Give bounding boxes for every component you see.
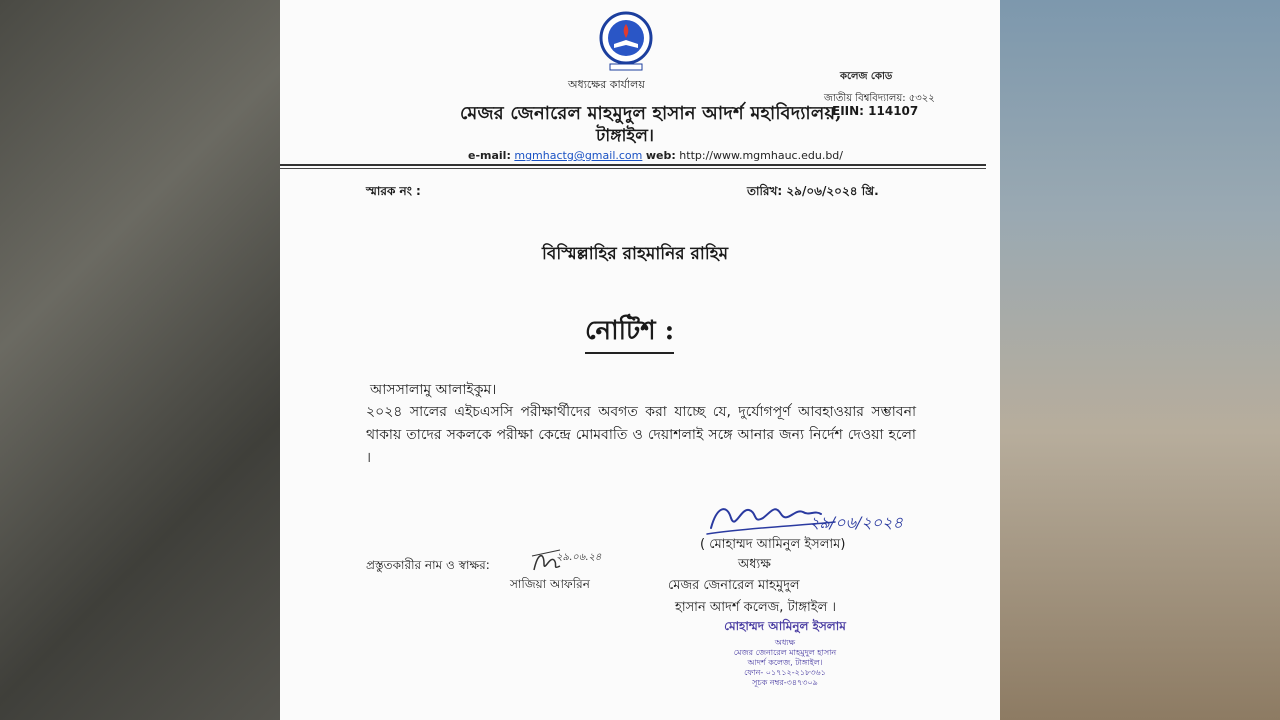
stamp-title: অধ্যক্ষ — [774, 638, 796, 647]
stamp-institution-2: আদর্শ কলেজ, টাঙ্গাইল। — [747, 658, 823, 667]
office-label: অধ্যক্ষের কার্যালয় — [568, 78, 645, 91]
stamp-institution-1: মেজর জেনারেল মাহমুদুল হাসান — [733, 648, 837, 657]
memo-number: স্মারক নং : — [366, 184, 421, 198]
header-divider — [280, 164, 986, 166]
greeting: আসসালামু আলাইকুম। — [370, 382, 497, 398]
stamp-phone: ফোন- ০১৭১২-২১৮৩৬১ — [744, 668, 826, 677]
notice-title: নোটিশ : — [585, 313, 674, 354]
principal-signature — [705, 488, 905, 538]
email-label: e-mail: — [468, 149, 511, 162]
notice-date: তারিখ: ২৯/০৬/২০২৪ খ্রি. — [747, 184, 879, 198]
signature-date: ২৯/০৬/২০২৪ — [809, 513, 903, 532]
college-logo-icon — [600, 10, 652, 72]
college-code-label: কলেজ কোড — [840, 71, 893, 82]
email-link[interactable]: mgmhactg@gmail.com — [514, 149, 643, 162]
preparer-label: প্রস্তুতকারীর নাম ও স্বাক্ষর: — [366, 558, 490, 572]
web-link[interactable]: http://www.mgmhauc.edu.bd/ — [679, 149, 843, 162]
principal-name: ( মোহাম্মদ আমিনুল ইসলাম) — [700, 537, 846, 552]
college-code-block — [824, 69, 935, 108]
preparer-name: সাজিয়া আফরিন — [510, 577, 590, 591]
notice-body: ২০২৪ সালের এইচএসসি পরীক্ষার্থীদের অবগত করা যাচ্ছে যে, দুর্যোগপূর্ণ আবহাওয়ার সম্ভাবনা থাকায় তাদের সকলকে পরীক্ষা কেন্দ্রে মোমবাতি ও দেয়াশলাই সঙ্গে আনার জন্য নির্দেশ দেওয়া হলো । — [366, 404, 916, 466]
institution-line-1: মেজর জেনারেল মাহমুদুল — [668, 578, 800, 593]
college-name: মেজর জেনারেল মাহমুদুল হাসান আদর্শ মহাবিদ্যালয়, — [460, 103, 842, 124]
header-divider-thin — [280, 168, 986, 169]
preparer-signature — [530, 546, 602, 574]
contact-line — [468, 149, 843, 162]
web-label: web: — [645, 149, 676, 162]
eiin-number: EIIN: 114107 — [832, 104, 919, 118]
official-stamp — [695, 618, 875, 688]
background-left — [0, 0, 280, 720]
stamp-name: মোহাম্মদ আমিনুল ইসলাম — [724, 619, 846, 633]
principal-title: অধ্যক্ষ — [738, 557, 771, 572]
stamp-index: সূচক নম্বর-৩৪৭৩০৯ — [752, 678, 818, 687]
background-right — [1000, 0, 1280, 720]
institution-line-2: হাসান আদর্শ কলেজ, টাঙ্গাইল । — [675, 600, 837, 615]
preparer-sig-date: ২৯.০৬.২৪ — [556, 552, 602, 563]
notice-document — [280, 0, 1000, 720]
college-town: টাঙ্গাইল। — [596, 126, 654, 146]
national-university-code: জাতীয় বিশ্ববিদ্যালয়: ৫৩২২ — [824, 93, 935, 104]
bismillah: বিস্মিল্লাহির রাহমানির রাহিম — [542, 244, 729, 264]
